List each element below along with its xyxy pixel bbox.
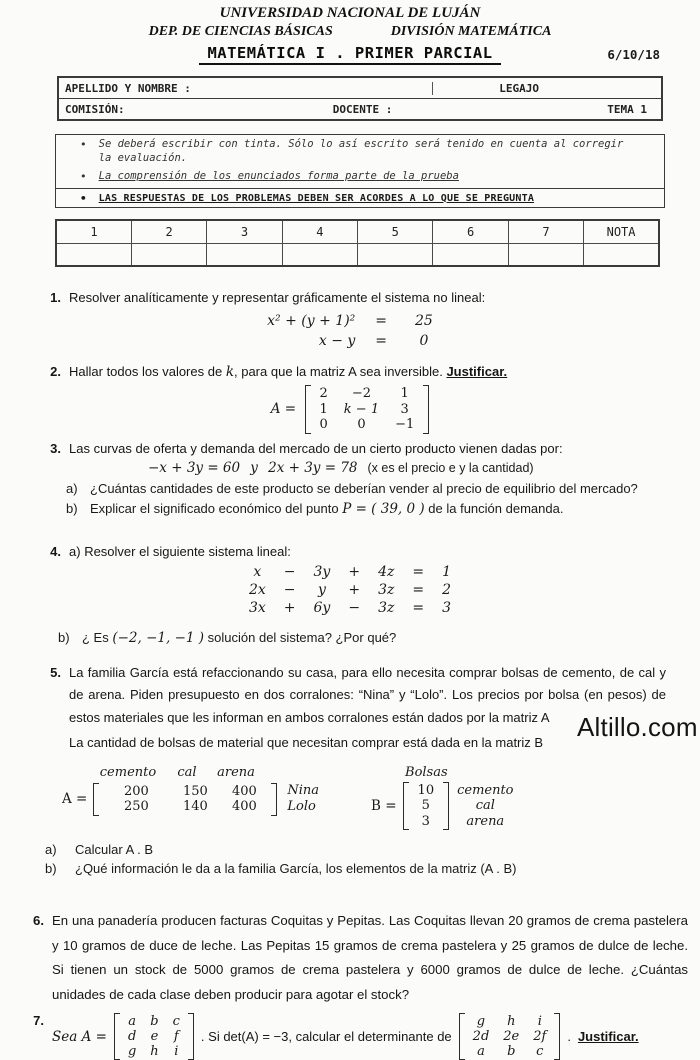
item-label: a) [66, 480, 78, 496]
row-label: Lolo [287, 799, 316, 814]
row-label: arena [466, 813, 505, 829]
sys-token: 4z [378, 563, 395, 580]
q2-matrix-label: A = [270, 401, 297, 418]
matrix-cell: 0 [357, 417, 366, 432]
q2-matrix [305, 385, 430, 434]
matrix-cell: h [150, 1044, 159, 1059]
matrix-label: A = [62, 791, 88, 807]
sys-token: + [348, 563, 361, 580]
grade-blank-cell [56, 244, 131, 267]
instruction-text-3: LAS RESPUESTAS DE LOS PROBLEMAS DEBEN SER ACORDES A LO QUE SE PREGUNTA [98, 192, 535, 204]
instruction-text-1: Se deberá escribir con tinta. Sólo lo así escrito será tenido en cuenta al corregir la evaluación. [98, 138, 624, 164]
exam-header [0, 0, 700, 66]
q5-item-a [45, 842, 700, 857]
sys-token: + [283, 599, 296, 616]
bullet-icon: • [80, 191, 87, 205]
title-row [0, 44, 700, 66]
q7-matrix-1 [114, 1013, 194, 1060]
item-text: ¿Cuántas cantidades de este producto se deberían vender al precio de equilibrio del mercado? [90, 480, 638, 496]
q3-eq1: −x + 3y = 60 [148, 459, 241, 476]
matrix-cell: h [507, 1014, 516, 1029]
q5-matrices [62, 765, 700, 831]
q1-eq1-rel: = [375, 313, 388, 329]
field-comision: COMISIÓN: [65, 102, 125, 116]
grade-header-row [56, 220, 659, 244]
q7-dot: . [567, 1029, 571, 1044]
q1-eq2-lhs: x − y [318, 333, 356, 349]
question-number: 6. [33, 913, 44, 928]
matrix-cell: i [537, 1014, 542, 1029]
matrix-cell: k − 1 [343, 401, 380, 417]
q2-justificar: Justificar. [446, 364, 508, 379]
item-label: b) [45, 861, 57, 876]
sys-token: − [283, 563, 296, 580]
question-number: 7. [33, 1013, 44, 1028]
grade-cell: 7 [508, 220, 583, 244]
grade-empty-row [56, 244, 659, 267]
q4-system [240, 563, 460, 617]
item-text: Resolver el siguiente sistema lineal: [84, 543, 291, 559]
sys-token: 2 [442, 581, 452, 598]
q3-equations [148, 460, 700, 476]
question-number: 5. [50, 664, 61, 680]
item-text [90, 501, 563, 517]
q7-pre: Sea A = [52, 1028, 107, 1045]
question-number: 2. [50, 364, 61, 379]
q3-conjunction: y [250, 459, 258, 476]
grade-cell: 2 [131, 220, 206, 244]
grade-table [55, 219, 660, 267]
question-text [52, 1013, 688, 1060]
matrix-cell: 2d [472, 1029, 490, 1044]
question-1 [45, 290, 660, 305]
sys-token: 3z [378, 599, 395, 616]
q5-matrix-a-block [62, 765, 319, 816]
q2-matrix-line [0, 385, 700, 434]
sys-token: y [317, 581, 326, 598]
question-text: Las curvas de oferta y demanda del mercado de un cierto producto vienen dadas por: [69, 440, 563, 456]
q2-text-pre: Hallar todos los valores de [69, 364, 226, 379]
q5-paragraph-2: La cantidad de bolsas de material que necesitan comprar está dada en la matriz B [69, 735, 544, 750]
q1-system [253, 311, 447, 351]
question-text: En una panadería producen facturas Coquitas y Pepitas. Las Coquitas llevan 20 gramos de crema pastelera y 10 gramos de duce de leche. Las Pepitas 15 gramos de crema pastelera y 25 gramos de dulce de leche. Si tienen un stock de 5000 gramos de crema pastelera y 6000 gramos de dulce de leche. ¿Cuántas unidades de cada clase deben producir para agotar el stock? [52, 913, 688, 1002]
instruction-text-2: La comprensión de los enunciados forma parte de la prueba [98, 170, 459, 182]
sys-token: 1 [442, 563, 452, 580]
q5-matrix-b [403, 782, 450, 831]
sys-token: = [412, 599, 425, 616]
question-4 [45, 544, 660, 559]
row-label: Nina [287, 783, 320, 798]
matrix-cell: −2 [351, 386, 372, 401]
info-row-2 [59, 99, 661, 119]
q5-a-text: Calcular A . B [75, 842, 154, 857]
instruction-item [56, 135, 664, 167]
q1-eq2-rel: = [375, 333, 388, 349]
col-header: arena [217, 764, 255, 780]
question-number: 3. [50, 440, 61, 456]
grade-cell: 1 [56, 220, 131, 244]
student-info-table [57, 76, 663, 121]
sys-token: 3x [248, 599, 266, 616]
item-label: b) [58, 629, 70, 645]
matrix-cell: 10 [417, 782, 435, 798]
field-tema: TEMA 1 [607, 102, 647, 116]
q5-matrix-b-block [371, 765, 514, 831]
sys-token: 2x [248, 581, 266, 598]
item-text [75, 842, 153, 857]
question-7 [28, 1013, 688, 1060]
matrix-cell: 0 [319, 417, 328, 432]
matrix-cell: 1 [400, 386, 409, 401]
sys-token: 3y [313, 563, 331, 580]
q1-eq1-lhs: x² + (y + 1)² [267, 313, 356, 329]
matrix-cell: 3 [421, 813, 430, 829]
question-3 [45, 441, 660, 456]
matrix-cell: 250 [123, 799, 149, 814]
q7-mid: . Si det(A) = −3, calcular el determinante de [200, 1029, 452, 1044]
question-5 [45, 662, 666, 755]
row-label: cal [475, 798, 495, 813]
department-line [0, 24, 700, 40]
row-label: cemento [457, 782, 514, 798]
grade-blank-cell [433, 244, 508, 267]
grade-blank-cell [508, 244, 583, 267]
field-docente: DOCENTE : [332, 102, 393, 116]
q5-matA-body [62, 783, 319, 816]
matrix-cell: 5 [421, 798, 430, 813]
bullet-icon: • [80, 170, 87, 183]
grade-cell-nota: NOTA [584, 220, 659, 244]
q3-b-pre: Explicar el significado económico del punto [90, 500, 343, 516]
question-2 [45, 364, 660, 380]
grade-cell: 5 [358, 220, 433, 244]
bullet-icon: • [80, 138, 87, 151]
instruction-item [56, 167, 664, 186]
q3-note: (x es el precio e y la cantidad) [367, 460, 534, 475]
q3-b-post: de la función demanda. [428, 500, 564, 516]
item-text [82, 630, 396, 646]
sys-token: 3z [378, 581, 395, 598]
question-text: Resolver analíticamente y representar gráficamente el sistema no lineal: [69, 290, 486, 305]
q1-eq2-rhs: 0 [419, 333, 429, 349]
q2-var-k: k [225, 364, 234, 380]
matrix-cell: f [173, 1029, 179, 1044]
item-label: b) [66, 500, 78, 516]
q5-matB-row-labels [457, 783, 513, 830]
question-6 [28, 909, 688, 1007]
grade-cell: 6 [433, 220, 508, 244]
matrix-cell: 2 [319, 386, 328, 401]
matrix-cell: 2e [503, 1029, 520, 1044]
matrix-cell: b [150, 1014, 159, 1029]
exam-date: 6/10/18 [607, 47, 660, 62]
grade-blank-cell [131, 244, 206, 267]
matrix-cell: c [536, 1044, 544, 1059]
grade-blank-cell [207, 244, 282, 267]
q4-b-pre: ¿ Es [82, 629, 113, 645]
sys-token: + [348, 581, 361, 598]
matrix-cell: b [507, 1044, 516, 1059]
q5-matA-headers [92, 765, 319, 780]
matrix-cell: −1 [395, 417, 415, 432]
matrix-cell: g [476, 1014, 486, 1029]
item-text: ¿Qué información le da a la familia García, los elementos de la matriz (A . B) [75, 861, 517, 876]
question-text [69, 364, 660, 380]
sys-token: x [253, 563, 262, 580]
matrix-cell: a [128, 1014, 136, 1029]
q4-item-b [58, 630, 700, 646]
q3-item-a [66, 481, 700, 496]
exam-title: MATEMÁTICA I . PRIMER PARCIAL [199, 44, 500, 65]
question-text [69, 544, 660, 559]
info-row-1 [59, 78, 661, 99]
grade-blank-cell [282, 244, 357, 267]
sys-token: − [348, 599, 361, 616]
matrix-cell: 400 [231, 799, 257, 814]
matrix-cell: 400 [231, 783, 257, 799]
university-name: UNIVERSIDAD NACIONAL DE LUJÁN [219, 5, 481, 21]
q5-matrix-a [93, 783, 277, 816]
sys-token: = [412, 563, 425, 580]
grade-blank-cell [584, 244, 659, 267]
col-header: cal [177, 764, 197, 780]
grade-blank-cell [358, 244, 433, 267]
q3-eq2: 2x + 3y = 78 [268, 459, 358, 476]
q5-matB-title: Bolsas [405, 764, 448, 780]
matrix-cell: g [127, 1044, 137, 1059]
q3-b-point: P = ( 39, 0 ) [342, 500, 425, 517]
q5-paragraph-1: La familia García está refaccionando su casa, para ello necesita comprar bolsas de cemento, de cal y de arena. Piden presupuesto en dos corralones: “Nina” y “Lolo”. Los precios por bolsa (en pesos) de estos materiales que les informan en ambos corralones están dados por la matriz A [69, 664, 666, 725]
q2-text-post: , para que la matriz A sea inversible. [234, 364, 447, 379]
matrix-cell: c [172, 1014, 180, 1029]
instruction-item [56, 188, 664, 208]
sys-token: 3 [442, 599, 452, 616]
matrix-cell: 140 [182, 799, 208, 814]
q4-b-post: solución del sistema? ¿Por qué? [204, 629, 397, 645]
q5-matB-body [371, 782, 514, 831]
matrix-cell: 150 [182, 783, 208, 799]
q5-matA-row-labels [287, 783, 319, 815]
question-number: 4. [50, 543, 61, 559]
matrix-cell: d [127, 1029, 137, 1044]
altillo-watermark: Altillo.com [577, 712, 698, 742]
q7-matrix-2 [459, 1013, 561, 1060]
department-name: DEP. DE CIENCIAS BÁSICAS [148, 24, 333, 39]
grade-cell: 4 [282, 220, 357, 244]
field-legajo: LEGAJO [432, 82, 661, 95]
matrix-cell: 2f [533, 1029, 547, 1044]
matrix-label: B = [371, 797, 397, 814]
q7-justificar: Justificar. [577, 1029, 639, 1044]
col-header: cemento [99, 764, 157, 780]
matrix-cell: 200 [123, 783, 149, 799]
matrix-cell: a [477, 1044, 485, 1059]
item-label: a) [69, 543, 81, 559]
division-name: DIVISIÓN MATEMÁTICA [390, 24, 552, 39]
matrix-cell: 3 [400, 401, 409, 417]
instructions-box [55, 134, 665, 208]
q5-item-b [45, 861, 700, 876]
sys-token: − [283, 581, 296, 598]
field-apellido-nombre: APELLIDO Y NOMBRE : [65, 81, 191, 95]
matrix-cell: i [174, 1044, 179, 1059]
question-number: 1. [50, 290, 61, 305]
matrix-cell: e [150, 1029, 159, 1044]
q3-item-b [66, 501, 700, 517]
sys-token: 6y [313, 599, 331, 616]
q4-b-tuple: (−2, −1, −1 ) [112, 629, 205, 646]
q1-eq1-rhs: 25 [415, 313, 433, 329]
matrix-cell: 1 [319, 401, 328, 417]
grade-cell: 3 [207, 220, 282, 244]
sys-token: = [412, 581, 425, 598]
item-label: a) [45, 842, 57, 857]
